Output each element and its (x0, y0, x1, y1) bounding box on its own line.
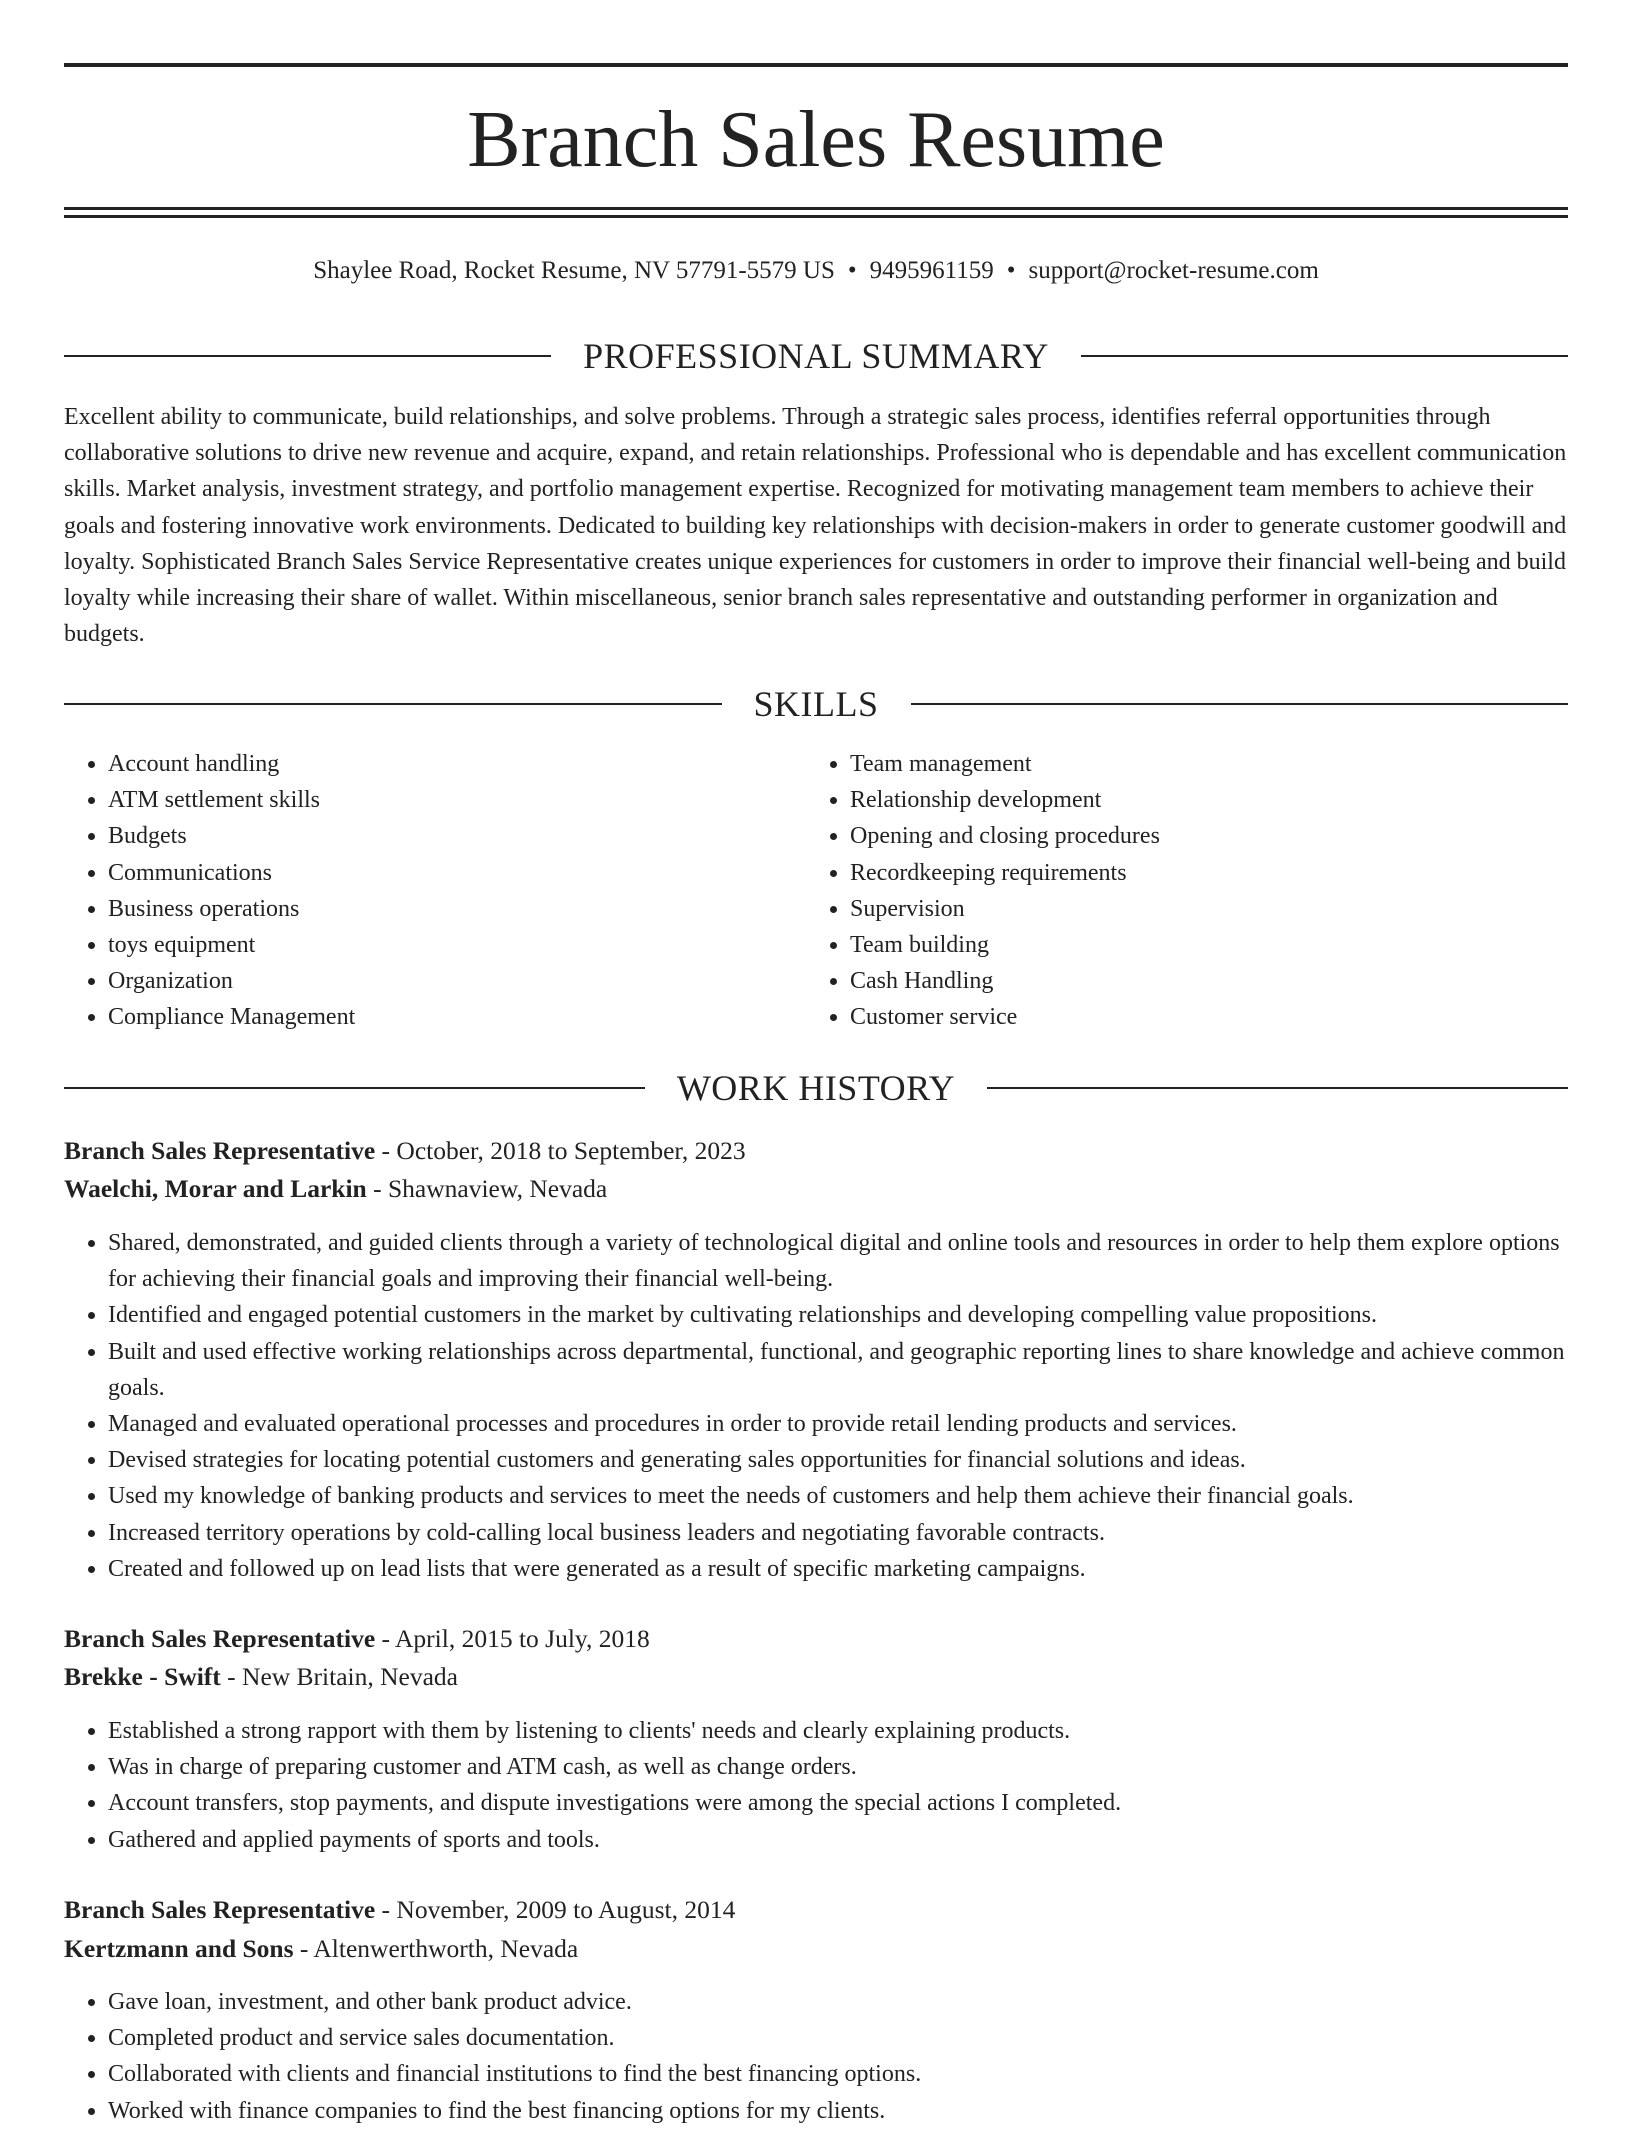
summary-heading: PROFESSIONAL SUMMARY (583, 336, 1049, 376)
job-bullet: • Was in charge of preparing customer and ATM cash, as well as change orders. (108, 1749, 1568, 1785)
job-company: Waelchi, Morar and Larkin (64, 1174, 367, 1203)
skills-section-header (64, 684, 1568, 724)
job-bullets (64, 1225, 1568, 1587)
contact-email: support@rocket-resume.com (1028, 257, 1319, 284)
job-dates: - April, 2015 to July, 2018 (375, 1624, 650, 1653)
job-bullet: • Managed and evaluated operational processes and procedures in order to provide retail lending products and services. (108, 1406, 1568, 1442)
job-title-line (64, 1620, 1568, 1658)
job-bullet: • Gathered and applied payments of sports and tools. (108, 1822, 1568, 1858)
section-rule (64, 1087, 645, 1089)
job-title: Branch Sales Representative (64, 1624, 376, 1653)
title-double-rule (64, 207, 1568, 218)
work-section-header (64, 1068, 1568, 1108)
skill-item: • Team building (850, 927, 1548, 963)
skill-item: • Recordkeeping requirements (850, 855, 1548, 891)
skill-item: • ATM settlement skills (108, 782, 806, 818)
skill-item: • Opening and closing procedures (850, 818, 1548, 854)
section-rule (987, 1087, 1568, 1089)
contact-line (64, 255, 1568, 287)
job-company: Brekke - Swift (64, 1662, 221, 1691)
skill-item: • Account handling (108, 746, 806, 782)
contact-separator: • (847, 257, 857, 284)
summary-text: Excellent ability to communicate, build relationships, and solve problems. Through a strategic sales process, identifies referral opportunities through collaborative solutions to drive new revenue and acquire, expand, and retain relationships. Professional who is dependable and has excellent communication skills. Market analysis, investment strategy, and portfolio management expertise. Recognized for motivating management team members to achieve their goals and fostering innovative work environments. Dedicated to building key relationships with decision-makers in order to generate customer goodwill and loyalty. Sophisticated Branch Sales Service Representative creates unique experiences for customers in order to improve their financial well-being and build loyalty while increasing their share of wallet. Within miscellaneous, senior branch sales representative and outstanding performer in organization and budgets. (64, 404, 1567, 648)
job-company-line (64, 1930, 1568, 1968)
skill-item: • Cash Handling (850, 963, 1548, 999)
job-dates: - November, 2009 to August, 2014 (375, 1895, 736, 1924)
skills-list-right (806, 746, 1548, 1036)
job-title-line (64, 1132, 1568, 1170)
skill-item: • Budgets (108, 818, 806, 854)
skill-item: • Compliance Management (108, 999, 806, 1035)
job-bullet: • Completed product and service sales documentation. (108, 2020, 1568, 2056)
job-bullet: • Account transfers, stop payments, and dispute investigations were among the special actions I completed. (108, 1785, 1568, 1821)
job-company-line (64, 1658, 1568, 1696)
section-rule (64, 355, 551, 357)
section-rule (64, 703, 722, 705)
skill-item: • Business operations (108, 891, 806, 927)
section-rule (911, 703, 1569, 705)
resume-title: Branch Sales Resume (467, 96, 1165, 184)
contact-phone: 9495961159 (869, 257, 994, 284)
contact-separator: • (1006, 257, 1016, 284)
job-location: - New Britain, Nevada (220, 1662, 458, 1691)
job-bullet: • Devised strategies for locating potential customers and generating sales opportunities for financial solutions and ideas. (108, 1442, 1568, 1478)
summary-section-header (64, 336, 1568, 376)
job-bullet: • Worked with finance companies to find the best financing options for my clients. (108, 2093, 1568, 2129)
job-bullets (64, 1984, 1568, 2129)
skill-item: • Supervision (850, 891, 1548, 927)
job-bullets (64, 1713, 1568, 1858)
job-bullet: • Shared, demonstrated, and guided clients through a variety of technological digital and online tools and resources in order to help them explore options for achieving their financial goals and improving their financial well-being. (108, 1225, 1568, 1297)
job-bullet: • Gave loan, investment, and other bank product advice. (108, 1984, 1568, 2020)
job-dates: - October, 2018 to September, 2023 (375, 1136, 746, 1165)
job-bullet: • Built and used effective working relationships across departmental, functional, and geographic reporting lines to share knowledge and achieve common goals. (108, 1334, 1568, 1406)
job-title-line (64, 1891, 1568, 1929)
job-bullet: • Identified and engaged potential customers in the market by cultivating relationships and developing compelling value propositions. (108, 1297, 1568, 1333)
job-company: Kertzmann and Sons (64, 1934, 294, 1963)
skills-columns (64, 746, 1568, 1036)
work-heading: WORK HISTORY (676, 1068, 956, 1108)
job-location: - Altenwerthworth, Nevada (293, 1934, 579, 1963)
job-bullet: • Used my knowledge of banking products and services to meet the needs of customers and help them achieve their financial goals. (108, 1478, 1568, 1514)
skill-item: • Team management (850, 746, 1548, 782)
job-title: Branch Sales Representative (64, 1136, 376, 1165)
skill-item: • Communications (108, 855, 806, 891)
skill-item: • toys equipment (108, 927, 806, 963)
job-bullet: • Increased territory operations by cold-calling local business leaders and negotiating favorable contracts. (108, 1515, 1568, 1551)
contact-address: Shaylee Road, Rocket Resume, NV 57791-5579 US (313, 257, 835, 284)
skills-list-left (64, 746, 806, 1036)
skill-item: • Organization (108, 963, 806, 999)
job-location: - Shawnaview, Nevada (366, 1174, 608, 1203)
skill-item: • Relationship development (850, 782, 1548, 818)
job-bullet: • Collaborated with clients and financial institutions to find the best financing options. (108, 2056, 1568, 2092)
top-rule (64, 63, 1568, 67)
job-title: Branch Sales Representative (64, 1895, 376, 1924)
skill-item: • Customer service (850, 999, 1548, 1035)
skills-heading: SKILLS (753, 684, 879, 724)
job-bullet: • Created and followed up on lead lists that were generated as a result of specific marketing campaigns. (108, 1551, 1568, 1587)
job-company-line (64, 1170, 1568, 1208)
job-bullet: • Established a strong rapport with them by listening to clients' needs and clearly explaining products. (108, 1713, 1568, 1749)
section-rule (1081, 355, 1568, 357)
